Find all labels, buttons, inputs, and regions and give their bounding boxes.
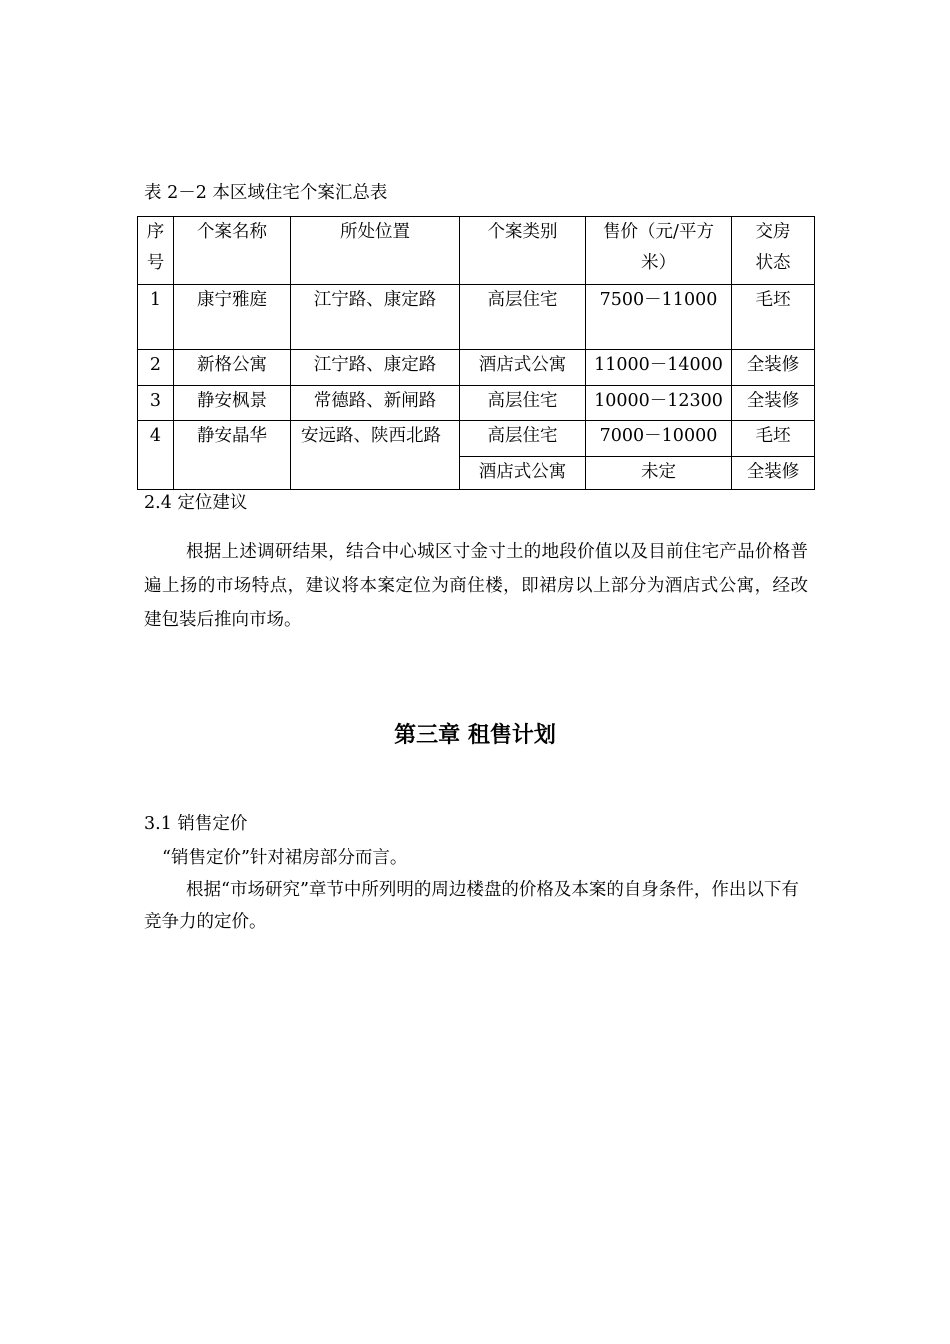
positioning-paragraph: 根据上述调研结果，结合中心城区寸金寸土的地段价值以及目前住宅产品价格普遍上扬的市场特点，建议将本案定位为商住楼，即裙房以上部分为酒店式公寓，经改建包装后推向市场。 [144, 542, 808, 630]
cell-index: 2 [138, 350, 174, 386]
table-caption: 表 2－2 本区域住宅个案汇总表 [144, 183, 388, 203]
header-delivery: 交房状态 [732, 217, 815, 285]
cell-type: 高层住宅 [460, 421, 586, 457]
header-location: 所处位置 [291, 217, 460, 285]
table-row [138, 421, 815, 457]
cell-price: 10000－12300 [586, 386, 732, 421]
cell-price: 7000－10000 [586, 421, 732, 457]
housing-summary-table [137, 216, 815, 490]
cell-location: 江宁路、康定路 [291, 285, 460, 350]
cell-location: 常德路、新闸路 [291, 386, 460, 421]
table-header-row [138, 217, 815, 285]
cell-price: 11000－14000 [586, 350, 732, 386]
pricing-paragraph: 根据“市场研究”章节中所列明的周边楼盘的价格及本案的自身条件，作出以下有竞争力的定价。 [144, 880, 799, 932]
cell-index: 4 [138, 421, 174, 490]
cell-delivery: 全装修 [732, 350, 815, 386]
table-row [138, 350, 815, 386]
cell-name: 新格公寓 [174, 350, 291, 386]
cell-delivery: 全装修 [732, 386, 815, 421]
cell-delivery: 毛坯 [732, 421, 815, 457]
cell-type: 高层住宅 [460, 285, 586, 350]
cell-location: 安远路、陕西北路 [291, 421, 460, 490]
cell-name: 静安枫景 [174, 386, 291, 421]
cell-delivery: 全装修 [732, 457, 815, 490]
cell-location: 江宁路、康定路 [291, 350, 460, 386]
cell-type: 高层住宅 [460, 386, 586, 421]
cell-price: 未定 [586, 457, 732, 490]
cell-name: 静安晶华 [174, 421, 291, 490]
cell-index: 3 [138, 386, 174, 421]
section-heading-2-4: 2.4 定位建议 [144, 493, 248, 513]
header-price: 售价（元/平方米） [586, 217, 732, 285]
cell-delivery: 毛坯 [732, 285, 815, 350]
chapter-title: 第三章 租售计划 [394, 723, 556, 748]
header-type: 个案类别 [460, 217, 586, 285]
header-name: 个案名称 [174, 217, 291, 285]
table-row [138, 285, 815, 350]
section-heading-3-1: 3.1 销售定价 [144, 814, 248, 834]
cell-type: 酒店式公寓 [460, 457, 586, 490]
cell-price: 7500－11000 [586, 285, 732, 350]
table-row [138, 386, 815, 421]
header-index: 序号 [138, 217, 174, 285]
cell-type: 酒店式公寓 [460, 350, 586, 386]
cell-name: 康宁雅庭 [174, 285, 291, 350]
cell-index: 1 [138, 285, 174, 350]
pricing-scope-line: “销售定价”针对裙房部分而言。 [162, 848, 408, 868]
